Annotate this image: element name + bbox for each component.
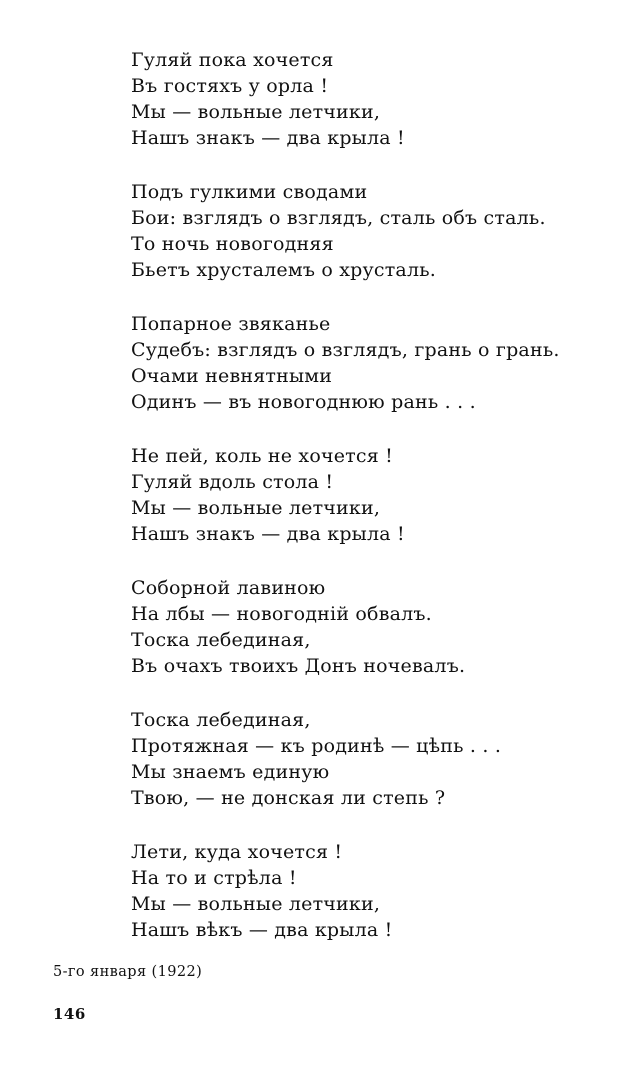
poem-line: Тоска лебединая,	[131, 709, 311, 731]
poem-line: Гуляй пока хочется	[131, 49, 334, 71]
page-number: 146	[53, 1005, 86, 1023]
poem-line: Гуляй вдоль стола !	[131, 471, 334, 493]
poem-line: Бои: взглядъ о взглядъ, сталь объ сталь.	[131, 207, 546, 229]
poem-line: Протяжная — къ родинѣ — цѣпь . . .	[131, 735, 502, 757]
poem-line: Судебъ: взглядъ о взглядъ, грань о грань.	[131, 339, 560, 361]
poem-line: Очами невнятными	[131, 365, 333, 387]
poem-line: Попарное звяканье	[131, 313, 331, 335]
poem-line: Не пей, коль не хочется !	[131, 445, 393, 467]
poem-line: То ночь новогодняя	[131, 233, 334, 255]
stanza	[131, 839, 611, 943]
poem-line: Одинъ — въ новогоднюю рань . . .	[131, 391, 476, 413]
poem-line: Нашъ знакъ — два крыла !	[131, 127, 405, 149]
poem-line: Твою, — не донская ли степь ?	[131, 787, 446, 809]
poem-line: Соборной лавиною	[131, 577, 326, 599]
poem-line: Лети, куда хочется !	[131, 841, 343, 863]
stanza	[131, 47, 611, 151]
poem-line: Въ очахъ твоихъ Донъ ночевалъ.	[131, 655, 466, 677]
poem-line: Мы — вольные летчики,	[131, 497, 381, 519]
poem-line: Бьетъ хрусталемъ о хрусталь.	[131, 259, 437, 281]
poem-line: Мы — вольные летчики,	[131, 101, 381, 123]
stanza	[131, 707, 611, 811]
poem-line: Тоска лебединая,	[131, 629, 311, 651]
poem-line: Мы знаемъ единую	[131, 761, 330, 783]
stanza	[131, 179, 611, 283]
poem-line: Мы — вольные летчики,	[131, 893, 381, 915]
poem-line: Въ гостяхъ у орла !	[131, 75, 329, 97]
poem-line: Подъ гулкими сводами	[131, 181, 368, 203]
stanza	[131, 575, 611, 679]
stanza	[131, 443, 611, 547]
poem-line: Нашъ вѣкъ — два крыла !	[131, 919, 393, 941]
stanza	[131, 311, 611, 415]
poem-line: Нашъ знакъ — два крыла !	[131, 523, 405, 545]
poem-body	[131, 47, 611, 971]
poem-line: На лбы — новогоднiй обвалъ.	[131, 603, 432, 625]
poem-date: 5-го января (1922)	[53, 964, 203, 980]
poem-line: На то и стрѣла !	[131, 867, 297, 889]
